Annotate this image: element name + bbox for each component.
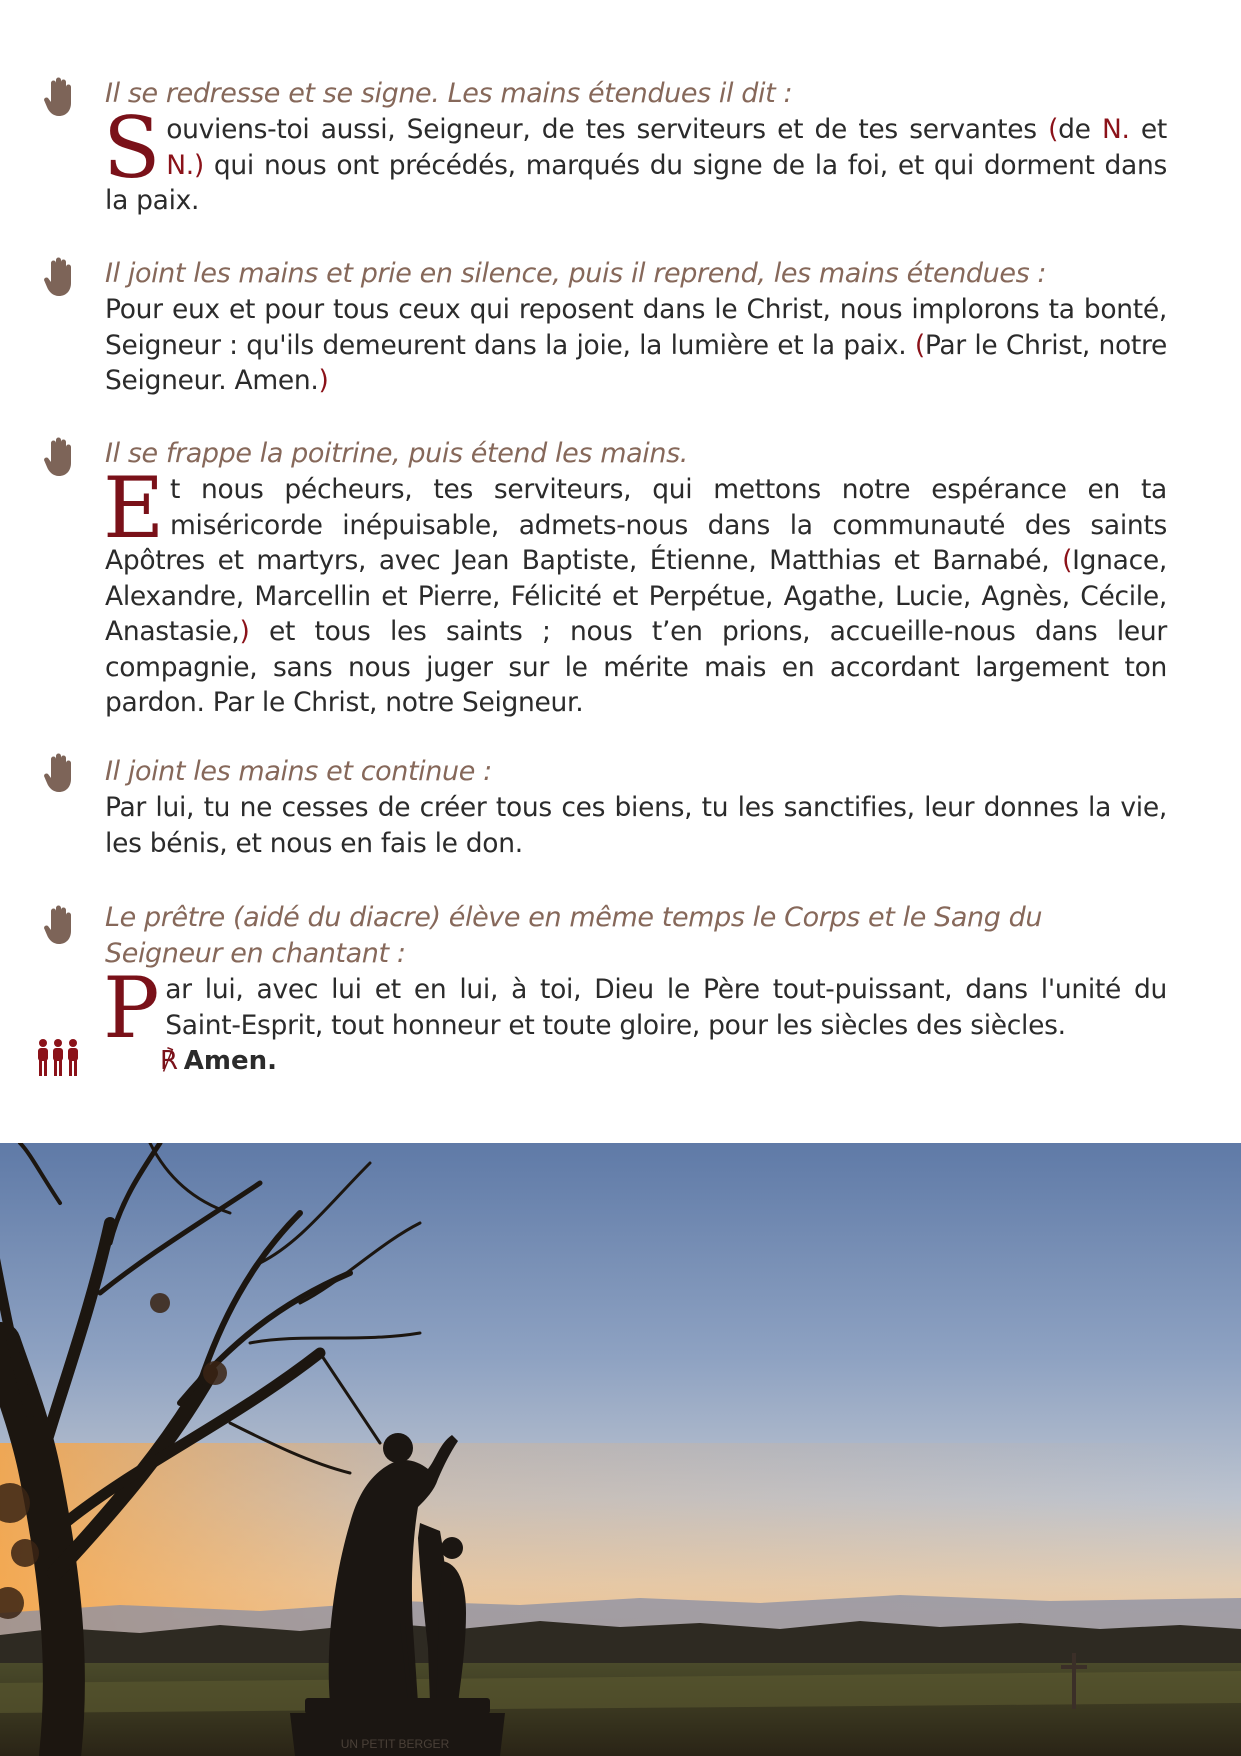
section-remembrance-dead xyxy=(105,76,1167,219)
hand-icon xyxy=(44,436,74,478)
paren-open: ( xyxy=(1048,114,1059,145)
rubric: Le prêtre (aidé du diacre) élève en même temps le Corps et le Sang du Seigneur en chantant : xyxy=(105,902,1043,969)
section-doxology xyxy=(103,900,1167,1057)
prayer-text-part: de xyxy=(1058,114,1102,145)
drop-cap: P xyxy=(103,959,160,1057)
drop-cap: E xyxy=(103,459,165,557)
response-line xyxy=(160,1046,277,1076)
rubric: Il se redresse et se signe. Les mains étendues il dit : xyxy=(105,78,793,109)
prayer-text-part: et tous les saints ; nous t’en prions, accueille-nous dans leur compagnie, sans nous juger sur le mérite mais en accordant largement ton pardon. Par le Christ, notre Seigneur. xyxy=(105,616,1167,718)
hand-icon xyxy=(44,256,74,298)
paren-close: ) xyxy=(239,616,250,647)
prayer-text: Par lui, tu ne cesses de créer tous ces biens, tu les sanctifies, leur donnes la vie, les bénis, et nous en fais le don. xyxy=(105,792,1167,859)
paren-close: ) xyxy=(318,365,329,396)
prayer-text-part: ar lui, avec lui et en lui, à toi, Dieu le Père tout-puissant, dans l'unité du Saint-Esprit, tout honneur et toute gloire, pour les siècles des siècles. xyxy=(165,974,1167,1041)
paren-open: ( xyxy=(1062,545,1073,576)
statue-plaque-text: UN PETIT BERGER xyxy=(340,1737,450,1751)
prayer-text-part: Pour eux et pour tous ceux qui reposent dans le Christ, nous implorons ta bonté, Seigneur : qu'ils demeurent dans la joie, la lumière et la paix. xyxy=(105,294,1167,361)
sunset-statue-photo xyxy=(0,1143,1241,1756)
rubric: Il joint les mains et prie en silence, puis il reprend, les mains étendues : xyxy=(105,258,1047,289)
prayer-text-part: Ignace, Alexandre, Marcellin et Pierre, Félicité et Perpétue, Agathe, Lucie, Agnès, Cécile, Anastasie, xyxy=(105,545,1167,647)
rubric: Il joint les mains et continue : xyxy=(105,756,492,787)
prayer-text-part: qui nous ont précédés, marqués du signe de la foi, et qui dorment dans la paix. xyxy=(105,149,1167,216)
prayer-text xyxy=(103,459,1167,721)
hand-icon xyxy=(44,76,74,118)
name-placeholder: N. xyxy=(1101,114,1130,145)
prayer-text xyxy=(105,292,1167,399)
drop-cap: S xyxy=(103,99,161,197)
paren-open: ( xyxy=(914,329,925,361)
prayer-text-part: t nous pécheurs, tes serviteurs, qui mettons notre espérance en ta miséricorde inépuisable, admets-nous dans la communauté des saints Apôtres et martyrs, avec Jean Baptiste, Étienne, Matthias et Barnabé, xyxy=(105,474,1167,576)
hand-icon xyxy=(44,904,74,946)
prayer-text-part: Par le Christ, notre Seigneur. Amen. xyxy=(105,329,1167,396)
section-nobis-quoque xyxy=(105,436,1167,721)
name-placeholder: N. xyxy=(166,149,194,181)
rubric: Il se frappe la poitrine, puis étend les mains. xyxy=(105,438,688,469)
prayer-text xyxy=(103,99,1168,219)
prayer-text-part: et xyxy=(1129,114,1168,145)
response-text: Amen. xyxy=(183,1046,278,1076)
section-prayer-for-dead xyxy=(105,256,1167,399)
people-icon xyxy=(36,1038,80,1078)
hand-icon xyxy=(44,752,74,794)
prayer-text xyxy=(103,959,1167,1057)
response-symbol: ℟ xyxy=(160,1046,178,1076)
prayer-text-part: ouviens-toi aussi, Seigneur, de tes serviteurs et de tes servantes xyxy=(166,114,1049,145)
paren-close: ) xyxy=(193,149,204,181)
section-per-quem xyxy=(105,754,1167,861)
